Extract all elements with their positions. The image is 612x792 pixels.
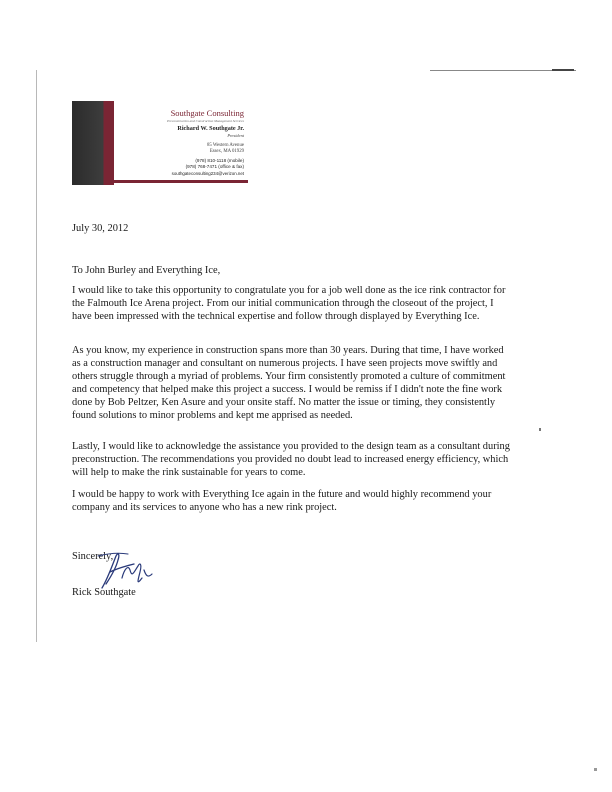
letter-paragraph: I would be happy to work with Everything Ice again in the future and would highly recommend your company and its services to anyone who has a new rink project.: [72, 489, 492, 513]
card-color-bar: [72, 101, 114, 185]
scan-artifact-dot: [539, 428, 541, 431]
card-email: southgateconsulting234@verizon.net: [171, 171, 244, 176]
card-company-name: Southgate Consulting: [170, 108, 244, 118]
letter-paragraph: Lastly, I would like to acknowledge the assistance you provided to the design team as a consultant during preconstruction. The recommendations you provided no doubt lead to increased energy efficiency, which will help to make the rink sustainable for years to come.: [72, 441, 510, 478]
card-address-line2: Essex, MA 01929: [209, 149, 244, 154]
scan-margin-line: [36, 70, 37, 642]
letter-closing: Sincerely,: [72, 551, 114, 562]
scan-artifact-dot: [594, 768, 597, 771]
card-phone-office: (978) 768-7471 (office & fax): [185, 164, 244, 169]
letter-date: July 30, 2012: [72, 223, 129, 234]
business-card: [72, 101, 248, 185]
scan-artifact-mark: [552, 69, 574, 71]
letter-paragraph: As you know, my experience in construction spans more than 30 years. During that time, I have worked as a construction manager and consultant on numerous projects. I have seen projects move swiftly and others struggle through a myriad of problems. Your firm consistently promoted a culture of commitment and competency that helped make this project a success. I would be remiss if I didn't note the fine work done by Bob Peltzer, Ken Asure and your onsite staff. No matter the issue or timing, they consistently found solutions to minor problems and kept me apprised as needed.: [72, 345, 506, 421]
card-person-title: President: [227, 133, 244, 138]
card-tagline: Preconstruction and Construction Management Services: [167, 119, 244, 123]
card-address-line1: 85 Western Avenue: [206, 143, 244, 148]
card-underline: [114, 180, 248, 183]
letter-paragraph: I would like to take this opportunity to congratulate you for a job well done as the ice rink contractor for the Falmouth Ice Arena project. From our initial communication through the closeout of the project, I have been impressed with the technical expertise and follow through displayed by Everything Ice.: [72, 285, 506, 322]
letter-signer-name: Rick Southgate: [72, 587, 136, 598]
card-phone-mobile: (978) 810-1118 (mobile): [195, 158, 244, 163]
card-person-name: Richard W. Southgate Jr.: [177, 125, 244, 132]
letter-salutation: To John Burley and Everything Ice,: [72, 265, 221, 276]
